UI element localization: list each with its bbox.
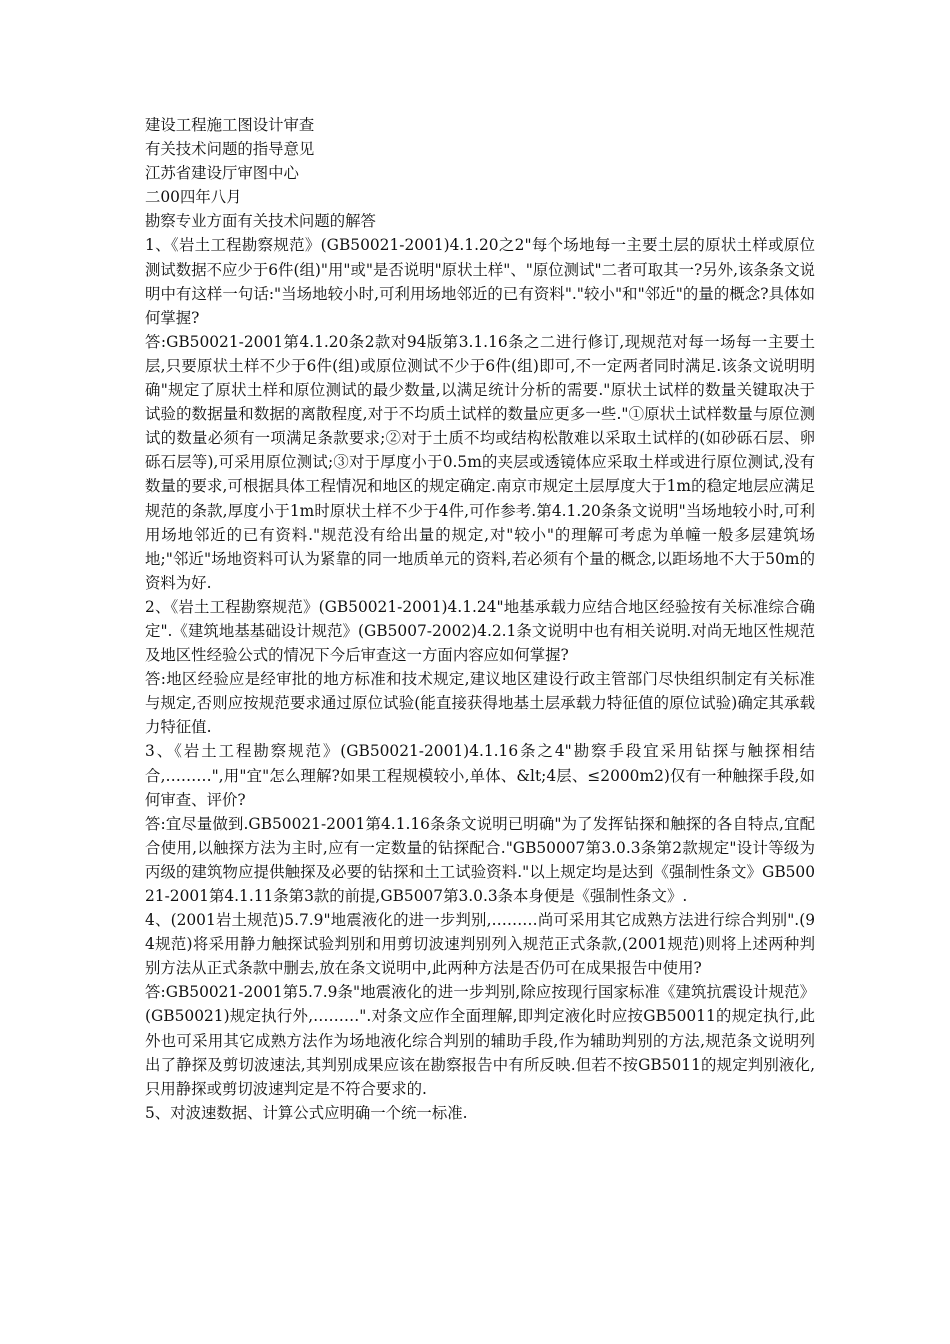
doc-title-line-1: 建设工程施工图设计审查 <box>145 116 315 134</box>
question-4: 4、(2001岩土规范)5.7.9"地震液化的进一步判别,………尚可采用其它成熟方法进行综合判别".(94规范)将采用静力触探试验判别和用剪切波速判别列入规范正式条款,(2001规范)则将上述两种判别方法从正式条款中删去,放在条文说明中,此两种方法是否仍可在成果报告中使用? <box>145 911 815 978</box>
question-1: 1、《岩土工程勘察规范》(GB50021-2001)4.1.20之2"每个场地每一主要土层的原状土样或原位测试数据不应少于6件(组)"用"或"是否说明"原状土样"、"原位测试"二者可取其一?另外,该条条文说明中有这样一句话:"当场地较小时,可利用场地邻近的已有资料"."较小"和"邻近"的量的概念?具体如何掌握? <box>145 236 815 327</box>
answer-3: 答:宜尽量做到.GB50021-2001第4.1.16条条文说明已明确"为了发挥钻探和触探的各自特点,宜配合使用,以触探方法为主时,应有一定数量的钻探配合."GB50007第3.0.3条第2款规定"设计等级为丙级的建筑物应提供触探及必要的钻探和土工试验资料."以上规定均是达到《强制性条文》GB50021-2001第4.1.11条第3款的前提,GB5007第3.0.3条本身便是《强制性条文》. <box>145 814 815 905</box>
document-body <box>145 113 815 1125</box>
answer-1: 答:GB50021-2001第4.1.20条2款对94版第3.1.16条之二进行修订,现规范对每一场每一主要土层,只要原状土样不少于6件(组)或原位测试不少于6件(组)即可,不一定两者同时满足.该条文说明明确"规定了原状土样和原位测试的最少数量,以满足统计分析的需要."原状土试样的数量关键取决于试验的数据量和数据的离散程度,对于不均质土试样的数量应更多一些."①原状土试样数量与原位测试的数量必须有一项满足条款要求;②对于土质不均或结构松散难以采取土试样的(如砂砾石层、卵砾石层等),可采用原位测试;③对于厚度小于0.5m的夹层或透镜体应采取土样或进行原位测试,没有数量的要求,可根据具体工程情况和地区的规定确定.南京市规定土层厚度大于1m的稳定地层应满足规范的条款,厚度小于1m时原状土样不少于4件,可作参考.第4.1.20条条文说明"当场地较小时,可利用场地邻近的已有资料."规范没有给出量的规定,对"较小"的理解可考虑为单幢一般多层建筑场地;"邻近"场地资料可认为紧靠的同一地质单元的资料,若必须有个量的概念,以距场地不大于50m的资料为好. <box>145 332 815 592</box>
answer-4: 答:GB50021-2001第5.7.9条"地震液化的进一步判别,除应按现行国家标准《建筑抗震设计规范》(GB50021)规定执行外,………".对条文应作全面理解,即判定液化时应按GB50011的规定执行,此外也可采用其它成熟方法作为场地液化综合判别的辅助手段,作为辅助判别的方法,规范条文说明列出了静探及剪切波速法,其判别成果应该在勘察报告中有所反映.但若不按GB5011的规定判别液化,只用静探或剪切波速判定是不符合要求的. <box>145 983 815 1098</box>
doc-title-line-2: 有关技术问题的指导意见 <box>145 140 315 159</box>
section-heading: 勘察专业方面有关技术问题的解答 <box>145 212 376 231</box>
question-3: 3、《岩土工程勘察规范》(GB50021-2001)4.1.16条之4"勘察手段宜采用钻探与触探相结合,………",用"宜"怎么理解?如果工程规模较小,单体、&lt;4层、≤2000m2)仅有一种触探手段,如何审查、评价? <box>145 742 815 809</box>
question-2: 2、《岩土工程勘察规范》(GB50021-2001)4.1.24"地基承载力应结合地区经验按有关标准综合确定".《建筑地基基础设计规范》(GB5007-2002)4.2.1条文说明中也有相关说明.对尚无地区性规范及地区性经验公式的情况下今后审查这一方面内容应如何掌握? <box>145 597 815 665</box>
answer-2: 答:地区经验应是经审批的地方标准和技术规定,建议地区建设行政主管部门尽快组织制定有关标准与规定,否则应按规范要求通过原位试验(能直接获得地基土层承载力特征值的原位试验)确定其承载力特征值. <box>145 670 815 737</box>
issue-date: 二00四年八月 <box>145 188 242 207</box>
issuing-organization: 江苏省建设厅审图中心 <box>145 164 299 183</box>
question-5: 5、对波速数据、计算公式应明确一个统一标准. <box>145 1103 468 1122</box>
